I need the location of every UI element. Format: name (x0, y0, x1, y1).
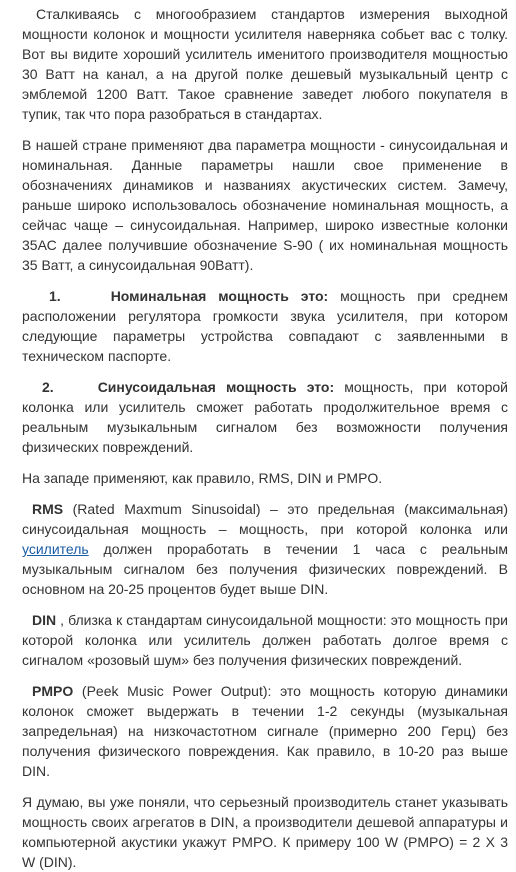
term-nominal: Номинальная мощность это: (110, 288, 329, 304)
intro-paragraph: Сталкиваясь с многообразием стандартов измерения выходной мощности колонок и мощности усилителя наверняка собьет вас с толку. Вот вы видите хороший усилитель именитого производителя мощностью 30 Ватт на канал, а на другой полке дешевый музыкальный центр с эмблемой 1200 Ватт. Такое сравнение заведет любого покупателя в тупик, так что пора разобраться в стандартах. (22, 6, 508, 122)
list-item-sinusoidal (22, 377, 508, 457)
conclusion-paragraph: Я думаю, вы уже поняли, что серьезный производитель станет указывать мощность своих агрегатов в DIN, а производители дешевой аппаратуры и компьютерной акустики укажут PMPO. К примеру 100 W (PMPO) = 2 X 3 W (DIN). (22, 794, 508, 870)
rms-paragraph (22, 499, 508, 599)
standards-paragraph: В нашей стране применяют два параметра мощности - синусоидальная и номинальная. Данные параметры нашли свое применение в обозначениях динамиков и названиях акустических систем. Замечу, раньше широко использовалось обозначение номинальная мощность, а сейчас чаще – синусоидальная. Например, широко известные колонки 35АС далее получившие обозначение S-90 ( их номинальная мощность 35 Ватт, а синусоидальная 90Ватт). (22, 137, 508, 273)
term-rms: RMS (32, 501, 64, 517)
pmpo-text: (Peek Music Power Output): это мощность которую динамики колонок сможет выдержать в течении 1-2 секунды (музыкальная запредельная) на низкочастотном сигнале (примерно 200 Герц) без получения физического повреждения. Как правило, в 10-20 раз выше DIN. (22, 683, 508, 779)
term-pmpo: PMPO (32, 683, 74, 699)
list-number: 2. (42, 379, 54, 395)
amplifier-link[interactable]: усилитель (22, 541, 89, 557)
list-number: 1. (49, 288, 61, 304)
rms-text-before: (Rated Maxmum Sinusoidal) – это предельная (максимальная) синусоидальная мощность – мощность, при которой колонка или (22, 501, 508, 537)
west-standards-line: На западе применяют, как правило, RMS, DIN и PMPO. (22, 470, 383, 486)
definition-nominal: мощность при среднем расположении регулятора громкости звука усилителя, при котором следующие параметры устройства совпадают с заявленными в техническом паспорте. (22, 288, 508, 364)
list-item-nominal (22, 286, 508, 366)
pmpo-paragraph (22, 681, 508, 781)
term-sinusoidal: Синусоидальная мощность это: (97, 379, 335, 395)
din-paragraph (22, 610, 508, 670)
din-text: , близка к стандартам синусоидальной мощности: это мощность при которой колонка или усилитель должен работать долгое время с сигналом «розовый шум» без получения физических повреждений. (22, 612, 508, 668)
rms-text-after: должен проработать в течении 1 часа с реальным музыкальным сигналом без получения физических повреждений. В основном на 20-25 процентов будет выше DIN. (22, 541, 508, 597)
term-din: DIN (32, 612, 57, 628)
definition-sinusoidal: мощность, при которой колонка или усилитель сможет работать продолжительное время с реальным музыкальным сигналом без возможности получения физических повреждений. (22, 379, 508, 455)
